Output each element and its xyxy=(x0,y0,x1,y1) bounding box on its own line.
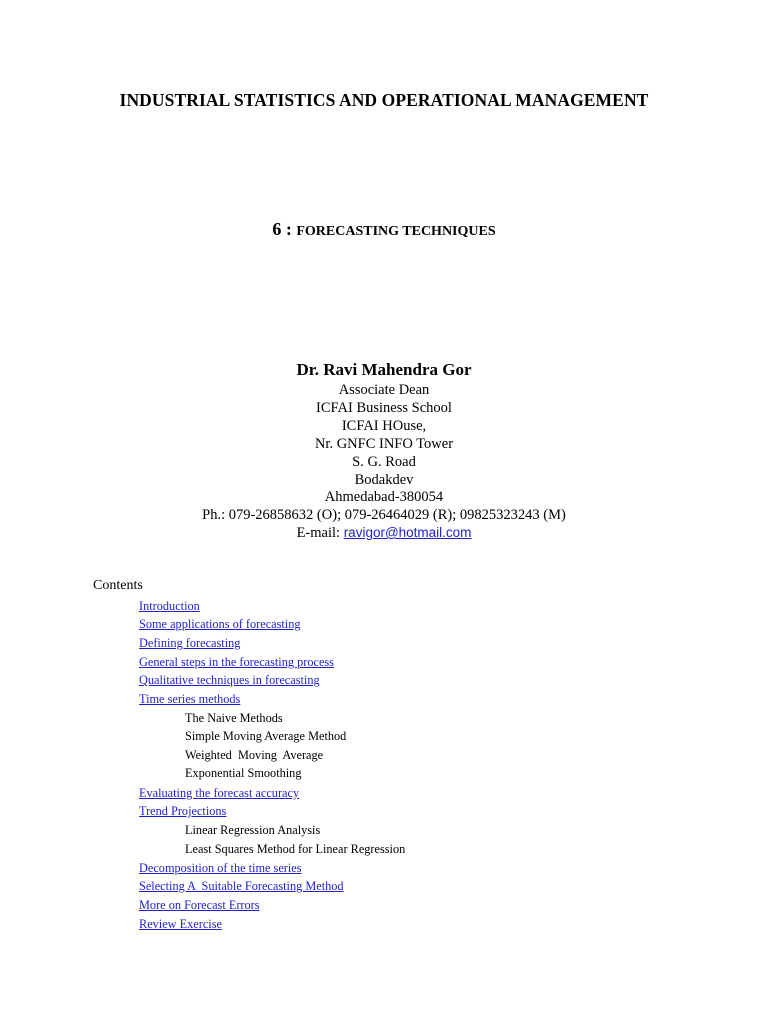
toc-subitem-wma: Weighted Moving Average xyxy=(185,748,324,762)
toc-link-review-exercise[interactable]: Review Exercise xyxy=(139,917,222,931)
toc-link-selecting[interactable]: Selecting A Suitable Forecasting Method xyxy=(139,879,344,893)
address-line-area: Bodakdev xyxy=(354,472,414,488)
address-line-landmark: Nr. GNFC INFO Tower xyxy=(314,436,454,452)
toc-subitem-least-squares: Least Squares Method for Linear Regression xyxy=(185,842,406,856)
toc-link-defining[interactable]: Defining forecasting xyxy=(139,636,241,650)
toc-subitem-naive: The Naive Methods xyxy=(185,711,283,725)
email-label: E-mail: xyxy=(296,525,344,541)
chapter-title: FORECASTING TECHNIQUES xyxy=(296,224,496,239)
toc-link-general-steps[interactable]: General steps in the forecasting process xyxy=(139,655,334,669)
toc-link-applications[interactable]: Some applications of forecasting xyxy=(139,617,301,631)
chapter-separator: : xyxy=(281,219,297,239)
author-institution: ICFAI Business School xyxy=(316,400,452,416)
toc-link-trend[interactable]: Trend Projections xyxy=(139,804,227,818)
toc-subitem-linear-regression: Linear Regression Analysis xyxy=(185,823,321,837)
contents-heading: Contents xyxy=(93,578,143,593)
toc-link-qualitative[interactable]: Qualitative techniques in forecasting xyxy=(139,673,320,687)
chapter-number: 6 xyxy=(272,219,282,239)
author-position: Associate Dean xyxy=(338,382,430,398)
phone-numbers: Ph.: 079-26858632 (O); 079-26464029 (R); 09825323243 (M) xyxy=(202,507,566,523)
author-name: Dr. Ravi Mahendra Gor xyxy=(296,360,472,379)
toc-link-time-series[interactable]: Time series methods xyxy=(139,692,241,706)
email-link[interactable]: ravigor@hotmail.com xyxy=(343,525,472,540)
document-title: INDUSTRIAL STATISTICS AND OPERATIONAL MANAGEMENT xyxy=(119,90,649,110)
chapter-heading xyxy=(0,219,768,240)
toc-subitem-exp-smoothing: Exponential Smoothing xyxy=(185,766,302,780)
email-line xyxy=(0,524,768,542)
toc-link-evaluating[interactable]: Evaluating the forecast accuracy xyxy=(139,786,300,800)
toc-link-introduction[interactable]: Introduction xyxy=(139,599,200,613)
address-line-city: Ahmedabad-380054 xyxy=(324,489,444,505)
toc-link-forecast-errors[interactable]: More on Forecast Errors xyxy=(139,898,260,912)
address-line-building: ICFAI HOuse, xyxy=(341,418,427,434)
address-line-road: S. G. Road xyxy=(352,454,416,470)
toc-subitem-sma: Simple Moving Average Method xyxy=(185,729,347,743)
toc-link-decomposition[interactable]: Decomposition of the time series xyxy=(139,861,302,875)
